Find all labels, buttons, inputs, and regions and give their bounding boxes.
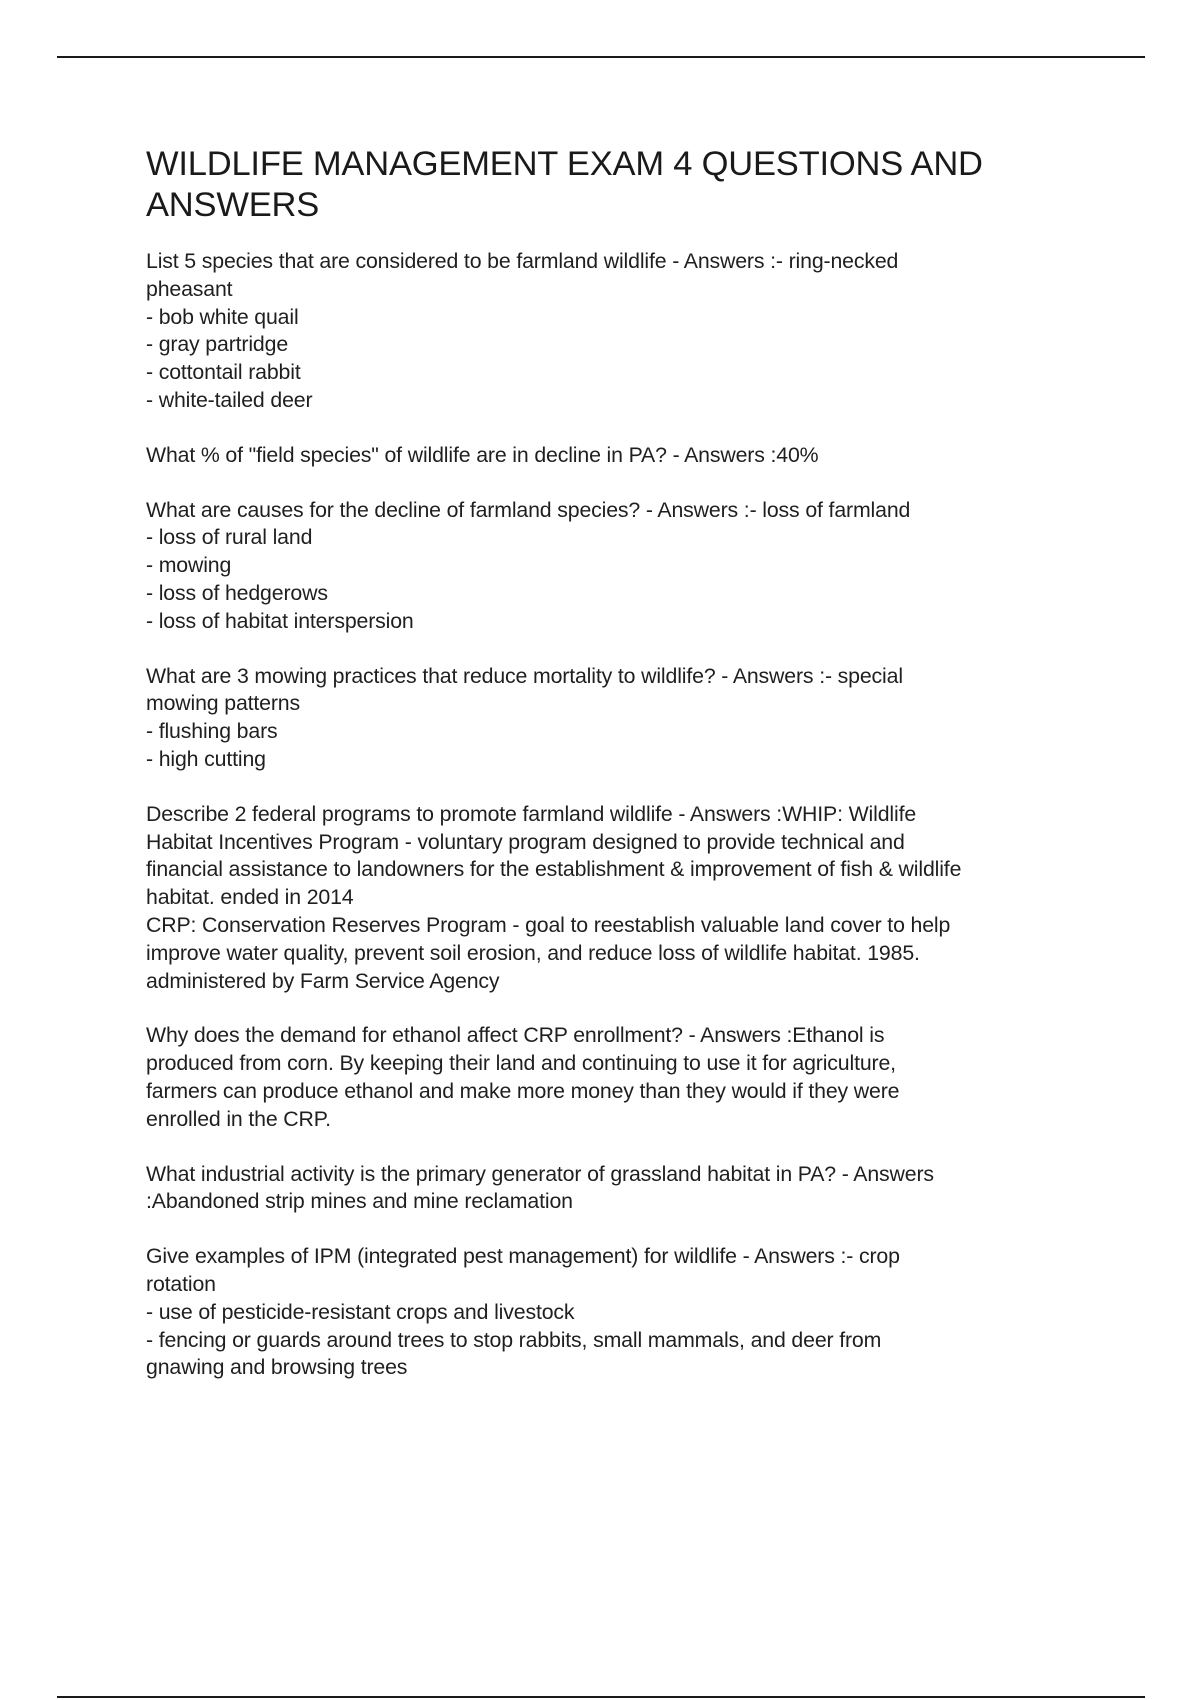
- qa-line: - flushing bars: [146, 719, 278, 744]
- qa-line: - mowing: [146, 553, 232, 578]
- qa-item: [146, 663, 1096, 774]
- qa-line: List 5 species that are considered to be farmland wildlife - Answers :- ring-necked: [146, 249, 899, 273]
- top-rule: [57, 56, 1145, 58]
- qa-line: - cottontail rabbit: [146, 360, 301, 385]
- qa-item: [146, 497, 1096, 636]
- qa-line: Describe 2 federal programs to promote farmland wildlife - Answers :WHIP: Wildlife: [146, 801, 917, 826]
- qa-line: - fencing or guards around trees to stop rabbits, small mammals, and deer from: [146, 1327, 882, 1352]
- qa-line: farmers can produce ethanol and make more money than they would if they were: [146, 1078, 900, 1103]
- qa-item: [146, 1022, 1096, 1133]
- document-page: [146, 144, 1096, 1409]
- qa-line: gnawing and browsing trees: [146, 1355, 408, 1380]
- qa-line: - gray partridge: [146, 332, 289, 357]
- qa-line: improve water quality, prevent soil erosion, and reduce loss of wildlife habitat. 1985.: [146, 940, 920, 965]
- qa-line: CRP: Conservation Reserves Program - goal to reestablish valuable land cover to help: [146, 912, 951, 937]
- qa-line: - high cutting: [146, 746, 266, 771]
- qa-line: What are causes for the decline of farmland species? - Answers :- loss of farmland: [146, 497, 911, 522]
- qa-line: - use of pesticide-resistant crops and livestock: [146, 1299, 575, 1324]
- bottom-rule: [57, 1696, 1145, 1698]
- document-title: WILDLIFE MANAGEMENT EXAM 4 QUESTIONS AND ANSWERS: [146, 145, 983, 224]
- qa-line: - loss of habitat interspersion: [146, 608, 414, 633]
- qa-line: Give examples of IPM (integrated pest management) for wildlife - Answers :- crop: [146, 1244, 900, 1269]
- qa-item: [146, 1161, 1096, 1217]
- qa-item: [146, 442, 1096, 470]
- qa-line: What % of "field species" of wildlife are in decline in PA? - Answers :40%: [146, 442, 819, 467]
- qa-item: [146, 801, 1096, 996]
- qa-line: :Abandoned strip mines and mine reclamation: [146, 1189, 573, 1214]
- qa-line: pheasant: [146, 276, 233, 301]
- qa-line: What are 3 mowing practices that reduce mortality to wildlife? - Answers :- special: [146, 663, 903, 688]
- qa-line: Habitat Incentives Program - voluntary program designed to provide technical and: [146, 829, 905, 854]
- qa-line: mowing patterns: [146, 691, 301, 716]
- qa-line: Why does the demand for ethanol affect CRP enrollment? - Answers :Ethanol is: [146, 1023, 885, 1048]
- qa-item: [146, 248, 1096, 415]
- qa-line: - bob white quail: [146, 304, 299, 329]
- qa-line: administered by Farm Service Agency: [146, 968, 500, 993]
- qa-line: - loss of rural land: [146, 525, 313, 550]
- qa-line: What industrial activity is the primary generator of grassland habitat in PA? - Answers: [146, 1161, 934, 1186]
- qa-line: - loss of hedgerows: [146, 580, 328, 605]
- qa-line: enrolled in the CRP.: [146, 1106, 331, 1131]
- qa-line: rotation: [146, 1271, 216, 1296]
- qa-item: [146, 1243, 1096, 1382]
- qa-line: financial assistance to landowners for the establishment & improvement of fish & wildlife: [146, 857, 962, 882]
- qa-line: - white-tailed deer: [146, 387, 313, 412]
- qa-line: produced from corn. By keeping their land and continuing to use it for agriculture,: [146, 1051, 896, 1076]
- qa-line: habitat. ended in 2014: [146, 885, 354, 910]
